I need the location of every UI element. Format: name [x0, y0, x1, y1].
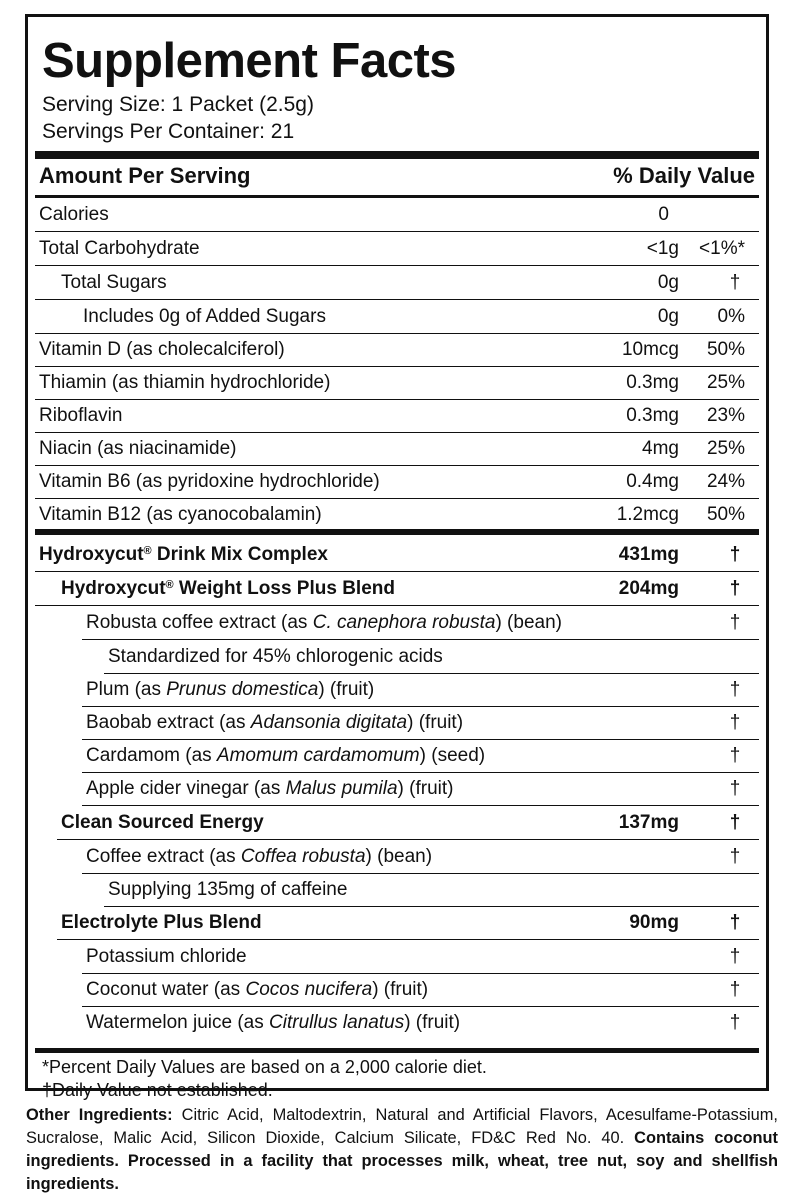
- ingredient-row: [82, 706, 759, 740]
- ingredient-daily-value: †: [729, 612, 741, 633]
- blend-amount: 137mg: [618, 812, 679, 833]
- nutrient-row: [35, 366, 759, 400]
- nutrient-row: [35, 232, 759, 266]
- ingredient-name: Plum (as Prunus domestica) (fruit): [86, 679, 375, 700]
- thick-divider: [35, 1048, 759, 1053]
- nutrient-name: Riboflavin: [39, 405, 123, 426]
- nutrient-daily-value: 23%: [706, 405, 745, 426]
- header-amount-per-serving: Amount Per Serving: [39, 163, 251, 188]
- blend-row-electrolyte: [57, 906, 759, 940]
- thick-divider: [35, 529, 759, 535]
- nutrient-amount: 4mg: [642, 438, 679, 459]
- ingredient-name: Standardized for 45% chlorogenic acids: [108, 646, 443, 667]
- ingredient-name: Coconut water (as Cocos nucifera) (fruit): [86, 979, 429, 1000]
- blend-daily-value: †: [729, 578, 741, 599]
- ingredient-daily-value: †: [729, 846, 741, 867]
- ingredient-daily-value: †: [729, 1012, 741, 1033]
- ingredient-row: [82, 840, 759, 874]
- complex-daily-value: †: [729, 544, 741, 565]
- footnote-percent-daily-value: *Percent Daily Values are based on a 2,000 calorie diet.: [42, 1057, 487, 1077]
- ingredient-name: Baobab extract (as Adansonia digitata) (fruit): [86, 712, 464, 733]
- ingredient-daily-value: †: [729, 946, 741, 967]
- thick-divider: [35, 151, 759, 159]
- blend-row-weight-loss: [35, 572, 759, 606]
- other-ingredients-list: Citric Acid, Maltodextrin, Natural and Artificial Flavors, Acesulfame-Potassium, Sucralose, Malic Acid, Silicon Dioxide, Calcium Silicate, FD&C Red No. 40.: [26, 1106, 778, 1147]
- nutrient-name: Thiamin (as thiamin hydrochloride): [39, 372, 331, 393]
- serving-size: Serving Size: 1 Packet (2.5g): [42, 93, 314, 116]
- nutrient-daily-value: 50%: [706, 339, 745, 360]
- ingredient-row: [82, 673, 759, 707]
- ingredient-row: [82, 973, 759, 1007]
- nutrient-amount: 10mcg: [621, 339, 679, 360]
- table-header: [35, 159, 759, 198]
- nutrient-amount: 0.4mg: [626, 471, 679, 492]
- nutrient-amount: 0g: [657, 306, 679, 327]
- footnote-dagger: †Daily Value not established.: [42, 1080, 273, 1100]
- nutrient-row: [35, 333, 759, 367]
- ingredient-row: [104, 640, 759, 674]
- ingredient-name: Robusta coffee extract (as C. canephora robusta) (bean): [86, 612, 562, 633]
- blend-daily-value: †: [729, 912, 741, 933]
- nutrient-amount: <1g: [646, 238, 679, 259]
- ingredient-daily-value: †: [729, 745, 741, 766]
- nutrient-amount: 0: [658, 204, 669, 225]
- ingredient-name: Watermelon juice (as Citrullus lanatus) (fruit): [86, 1012, 461, 1033]
- panel-title: Supplement Facts: [42, 34, 457, 88]
- blend-name: Hydroxycut® Weight Loss Plus Blend: [61, 578, 395, 599]
- allergen-warning: Contains coconut ingredients. Processed in a facility that processes milk, wheat, tree nut, soy and shellfish ingredients.: [26, 1129, 778, 1193]
- ingredient-row: [82, 606, 759, 640]
- other-ingredients-label: Other Ingredients:: [26, 1106, 173, 1124]
- complex-row: [35, 538, 759, 572]
- nutrient-row: [35, 399, 759, 433]
- ingredient-row: [82, 1006, 759, 1039]
- complex-name: Hydroxycut® Drink Mix Complex: [39, 544, 328, 565]
- nutrient-name: Total Sugars: [61, 272, 167, 293]
- nutrient-daily-value: 50%: [706, 504, 745, 525]
- ingredient-row: [104, 873, 759, 907]
- nutrient-daily-value: 0%: [717, 306, 745, 327]
- nutrient-row: [35, 498, 759, 531]
- nutrient-amount: 0.3mg: [626, 405, 679, 426]
- blend-row-energy: [57, 806, 759, 840]
- nutrient-name: Total Carbohydrate: [39, 238, 200, 259]
- nutrient-daily-value: 24%: [706, 471, 745, 492]
- nutrient-name: Vitamin B12 (as cyanocobalamin): [39, 504, 322, 525]
- blend-amount: 90mg: [629, 912, 679, 933]
- nutrient-row: [35, 465, 759, 499]
- blend-amount: 204mg: [618, 578, 679, 599]
- nutrient-row: [35, 198, 759, 232]
- ingredient-daily-value: †: [729, 778, 741, 799]
- nutrient-daily-value: <1%*: [699, 238, 745, 259]
- nutrient-daily-value: 25%: [706, 372, 745, 393]
- ingredient-name: Coffee extract (as Coffea robusta) (bean): [86, 846, 433, 867]
- nutrient-amount: 0g: [657, 272, 679, 293]
- supplement-facts-panel: [25, 14, 769, 1100]
- nutrient-name: Includes 0g of Added Sugars: [83, 306, 326, 327]
- ingredient-row: [82, 772, 759, 806]
- ingredient-name: Cardamom (as Amomum cardamomum) (seed): [86, 745, 486, 766]
- other-ingredients: [26, 1104, 778, 1196]
- header-daily-value: % Daily Value: [613, 163, 755, 188]
- ingredient-daily-value: †: [729, 979, 741, 1000]
- nutrient-daily-value: †: [729, 272, 741, 293]
- nutrient-daily-value: 25%: [706, 438, 745, 459]
- ingredient-row: [82, 940, 759, 974]
- nutrient-row: [35, 266, 759, 300]
- ingredient-daily-value: †: [729, 679, 741, 700]
- complex-amount: 431mg: [618, 544, 679, 565]
- nutrient-name: Calories: [39, 204, 109, 225]
- ingredient-row: [82, 739, 759, 773]
- nutrient-name: Vitamin D (as cholecalciferol): [39, 339, 285, 360]
- nutrient-amount: 0.3mg: [626, 372, 679, 393]
- blend-name: Electrolyte Plus Blend: [61, 912, 262, 933]
- ingredient-daily-value: †: [729, 712, 741, 733]
- ingredient-name: Supplying 135mg of caffeine: [108, 879, 348, 900]
- servings-per-container: Servings Per Container: 21: [42, 120, 295, 143]
- blend-daily-value: †: [729, 812, 741, 833]
- nutrient-amount: 1.2mcg: [616, 504, 679, 525]
- nutrient-row: [35, 300, 759, 334]
- ingredient-name: Apple cider vinegar (as Malus pumila) (fruit): [86, 778, 454, 799]
- nutrient-name: Niacin (as niacinamide): [39, 438, 237, 459]
- blend-name: Clean Sourced Energy: [61, 812, 264, 833]
- nutrient-row: [35, 432, 759, 466]
- nutrient-name: Vitamin B6 (as pyridoxine hydrochloride): [39, 471, 380, 492]
- ingredient-name: Potassium chloride: [86, 946, 247, 967]
